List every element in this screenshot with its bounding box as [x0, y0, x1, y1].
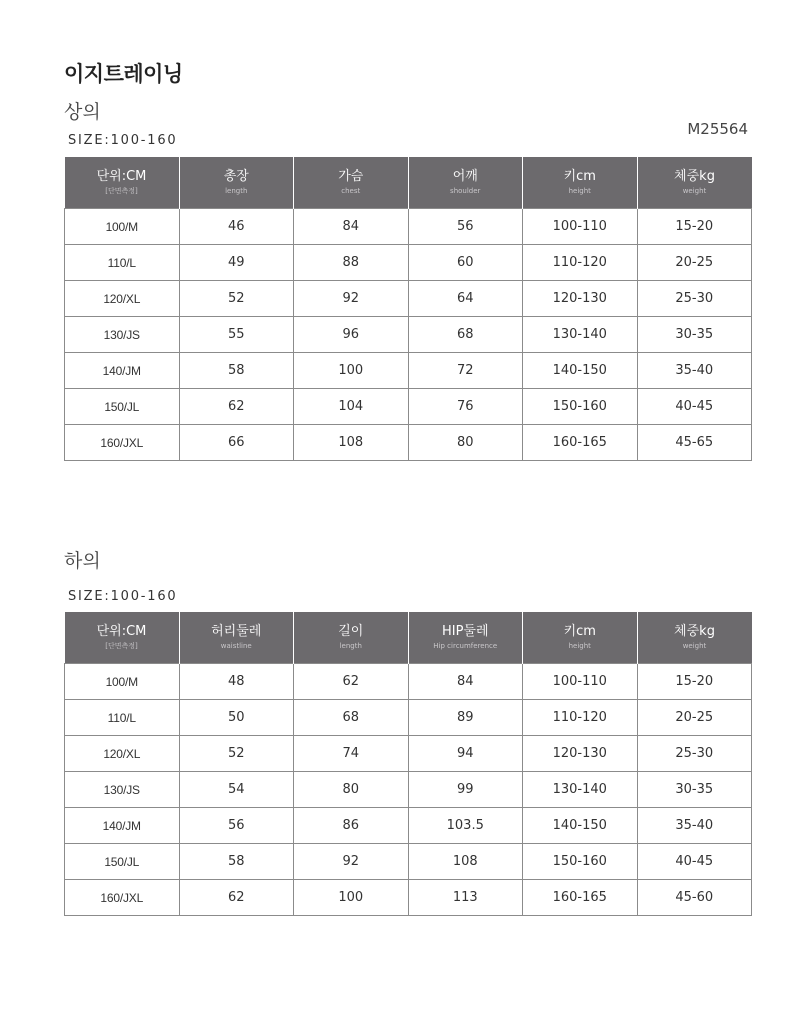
value-cell: 62 [179, 389, 294, 425]
column-header-sublabel: chest [341, 187, 361, 195]
value-cell: 108 [408, 844, 523, 880]
column-header-sublabel: waistline [220, 642, 252, 650]
column-header-sublabel: height [568, 642, 591, 650]
top-size-table [64, 157, 752, 461]
size-cell: 100/M [65, 664, 180, 700]
size-cell: 160/JXL [65, 880, 180, 916]
table-row [65, 281, 752, 317]
value-cell: 60 [408, 245, 523, 281]
column-header-label: 길이 [338, 624, 364, 639]
value-cell: 100 [294, 880, 409, 916]
column-header [637, 612, 752, 664]
value-cell: 120-130 [523, 281, 638, 317]
column-header-sublabel: length [225, 187, 248, 195]
table-header-row [65, 612, 752, 664]
value-cell: 25-30 [637, 736, 752, 772]
column-header-label: 키cm [563, 624, 596, 639]
value-cell: 94 [408, 736, 523, 772]
value-cell: 120-130 [523, 736, 638, 772]
value-cell: 50 [179, 700, 294, 736]
value-cell: 15-20 [637, 209, 752, 245]
size-cell: 140/JM [65, 808, 180, 844]
value-cell: 104 [294, 389, 409, 425]
value-cell: 45-60 [637, 880, 752, 916]
column-header [294, 157, 409, 209]
value-cell: 150-160 [523, 844, 638, 880]
table-row [65, 353, 752, 389]
value-cell: 40-45 [637, 389, 752, 425]
bottom-section-heading: 하의 [64, 550, 101, 572]
value-cell: 108 [294, 425, 409, 461]
value-cell: 58 [179, 353, 294, 389]
bottom-size-table [64, 612, 752, 916]
table-row [65, 317, 752, 353]
product-title: 이지트레이닝 [64, 62, 183, 86]
column-header-label: 총장 [223, 169, 249, 184]
size-cell: 130/JS [65, 772, 180, 808]
value-cell: 130-140 [523, 772, 638, 808]
size-cell: 130/JS [65, 317, 180, 353]
table-row [65, 209, 752, 245]
value-cell: 100-110 [523, 664, 638, 700]
column-header-sublabel: shoulder [450, 187, 481, 195]
value-cell: 62 [179, 880, 294, 916]
value-cell: 80 [294, 772, 409, 808]
value-cell: 110-120 [523, 700, 638, 736]
column-header-sublabel: weight [682, 187, 707, 195]
size-cell: 120/XL [65, 736, 180, 772]
value-cell: 20-25 [637, 700, 752, 736]
value-cell: 84 [408, 664, 523, 700]
value-cell: 62 [294, 664, 409, 700]
value-cell: 110-120 [523, 245, 638, 281]
value-cell: 92 [294, 844, 409, 880]
value-cell: 140-150 [523, 808, 638, 844]
table-row [65, 808, 752, 844]
size-cell: 110/L [65, 700, 180, 736]
column-header-label: 단위:CM [96, 624, 147, 639]
top-section-heading: 상의 [64, 101, 101, 123]
value-cell: 113 [408, 880, 523, 916]
value-cell: 103.5 [408, 808, 523, 844]
value-cell: 84 [294, 209, 409, 245]
column-header-sublabel: Hip circumference [433, 642, 498, 650]
table-row [65, 736, 752, 772]
value-cell: 130-140 [523, 317, 638, 353]
value-cell: 86 [294, 808, 409, 844]
value-cell: 20-25 [637, 245, 752, 281]
column-header-label: 어깨 [452, 169, 478, 184]
column-header-label: 단위:CM [96, 169, 147, 184]
table-row [65, 880, 752, 916]
column-header-sublabel: height [568, 187, 591, 195]
value-cell: 140-150 [523, 353, 638, 389]
column-header [65, 157, 180, 209]
column-header-sublabel: weight [682, 642, 707, 650]
column-header [523, 157, 638, 209]
value-cell: 74 [294, 736, 409, 772]
table-header-row [65, 157, 752, 209]
column-header [408, 612, 523, 664]
value-cell: 56 [408, 209, 523, 245]
value-cell: 48 [179, 664, 294, 700]
top-size-range: SIZE:100-160 [68, 133, 178, 148]
value-cell: 56 [179, 808, 294, 844]
size-cell: 150/JL [65, 389, 180, 425]
value-cell: 150-160 [523, 389, 638, 425]
table-row [65, 245, 752, 281]
column-header-sublabel: [단면측정] [105, 187, 138, 195]
column-header-sublabel: length [339, 642, 362, 650]
size-cell: 110/L [65, 245, 180, 281]
column-header [523, 612, 638, 664]
value-cell: 160-165 [523, 880, 638, 916]
value-cell: 64 [408, 281, 523, 317]
value-cell: 89 [408, 700, 523, 736]
value-cell: 76 [408, 389, 523, 425]
size-cell: 160/JXL [65, 425, 180, 461]
column-header [179, 612, 294, 664]
table-row [65, 772, 752, 808]
value-cell: 49 [179, 245, 294, 281]
value-cell: 52 [179, 736, 294, 772]
size-cell: 100/M [65, 209, 180, 245]
value-cell: 66 [179, 425, 294, 461]
model-code: M25564 [687, 120, 748, 138]
size-cell: 150/JL [65, 844, 180, 880]
column-header-label: 가슴 [338, 169, 364, 184]
value-cell: 40-45 [637, 844, 752, 880]
column-header [637, 157, 752, 209]
value-cell: 15-20 [637, 664, 752, 700]
table-row [65, 425, 752, 461]
value-cell: 80 [408, 425, 523, 461]
table-row [65, 844, 752, 880]
value-cell: 30-35 [637, 772, 752, 808]
table-row [65, 700, 752, 736]
column-header-sublabel: [단면측정] [105, 642, 138, 650]
table-row [65, 389, 752, 425]
bottom-size-range: SIZE:100-160 [68, 589, 178, 604]
value-cell: 35-40 [637, 808, 752, 844]
column-header-label: 체중kg [674, 169, 715, 184]
value-cell: 160-165 [523, 425, 638, 461]
table-row [65, 664, 752, 700]
value-cell: 72 [408, 353, 523, 389]
value-cell: 35-40 [637, 353, 752, 389]
size-cell: 120/XL [65, 281, 180, 317]
column-header-label: 허리둘레 [211, 624, 262, 639]
column-header [179, 157, 294, 209]
value-cell: 52 [179, 281, 294, 317]
value-cell: 96 [294, 317, 409, 353]
value-cell: 54 [179, 772, 294, 808]
size-cell: 140/JM [65, 353, 180, 389]
column-header-label: 키cm [563, 169, 596, 184]
value-cell: 68 [408, 317, 523, 353]
column-header-label: 체중kg [674, 624, 715, 639]
value-cell: 92 [294, 281, 409, 317]
value-cell: 100 [294, 353, 409, 389]
value-cell: 55 [179, 317, 294, 353]
column-header [408, 157, 523, 209]
value-cell: 25-30 [637, 281, 752, 317]
value-cell: 58 [179, 844, 294, 880]
value-cell: 46 [179, 209, 294, 245]
value-cell: 100-110 [523, 209, 638, 245]
value-cell: 99 [408, 772, 523, 808]
value-cell: 68 [294, 700, 409, 736]
value-cell: 30-35 [637, 317, 752, 353]
column-header [294, 612, 409, 664]
value-cell: 45-65 [637, 425, 752, 461]
value-cell: 88 [294, 245, 409, 281]
column-header [65, 612, 180, 664]
column-header-label: HIP둘레 [441, 624, 489, 639]
